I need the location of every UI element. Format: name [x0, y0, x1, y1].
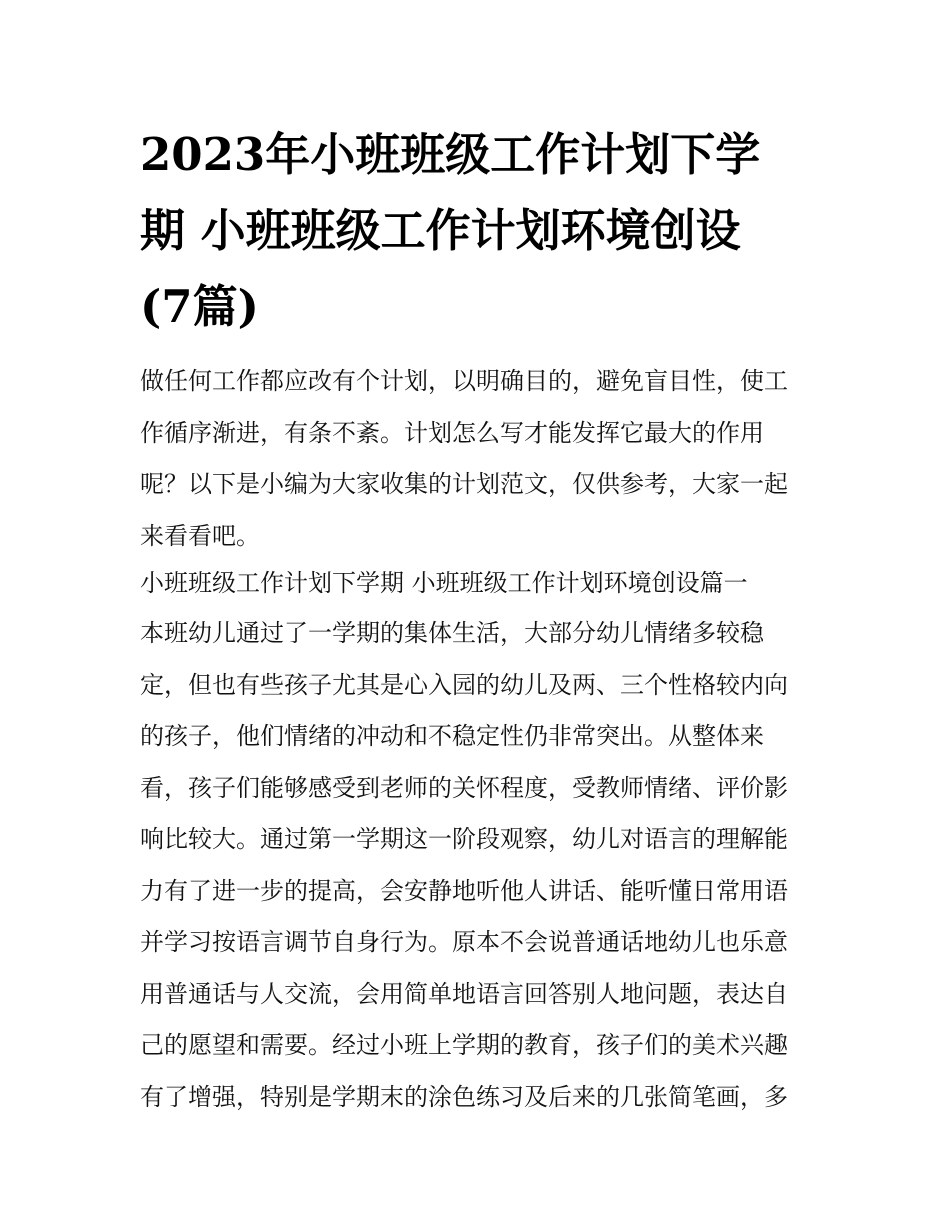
text-line: 有了增强，特别是学期末的涂色练习及后来的几张简笔画，多 [140, 1082, 788, 1111]
title-line: (7篇) [140, 280, 259, 333]
text-line: 作循序渐进，有条不紊。计划怎么写才能发挥它最大的作用 [140, 418, 764, 447]
title-line: 2023年小班班级工作计划下学 [140, 128, 761, 181]
text-line: 响比较大。通过第一学期这一阶段观察，幼儿对语言的理解能 [140, 825, 788, 853]
text-line: 并学习按语言调节自身行为。原本不会说普通话地幼儿也乐意 [140, 928, 788, 956]
text-line: 用普通话与人交流，会用简单地语言回答别人地问题，表达自 [140, 979, 788, 1008]
text-line: 来看看吧。 [140, 521, 260, 550]
document-title [140, 117, 820, 345]
text-line: 定，但也有些孩子尤其是心入园的幼儿及两、三个性格较内向 [140, 670, 788, 699]
section-heading: 小班班级工作计划下学期 小班班级工作计划环境创设篇一 [140, 569, 748, 597]
title-line: 期 小班班级工作计划环境创设 [140, 204, 741, 257]
intro-paragraph [140, 356, 830, 562]
text-line: 看，孩子们能够感受到老师的关怀程度，受教师情绪、评价影 [140, 773, 788, 802]
section-paragraph [140, 608, 830, 1123]
text-line: 己的愿望和需要。经过小班上学期的教育，孩子们的美术兴趣 [140, 1031, 788, 1059]
text-line: 的孩子，他们情绪的冲动和不稳定性仍非常突出。从整体来 [140, 722, 764, 750]
text-line: 本班幼儿通过了一学期的集体生活，大部分幼儿情绪多较稳 [140, 619, 764, 647]
text-line: 力有了进一步的提高，会安静地听他人讲话、能听懂日常用语 [140, 876, 788, 905]
text-line: 呢？以下是小编为大家收集的计划范文，仅供参考，大家一起 [140, 470, 788, 498]
text-line: 做任何工作都应改有个计划，以明确目的，避免盲目性，使工 [140, 367, 788, 395]
